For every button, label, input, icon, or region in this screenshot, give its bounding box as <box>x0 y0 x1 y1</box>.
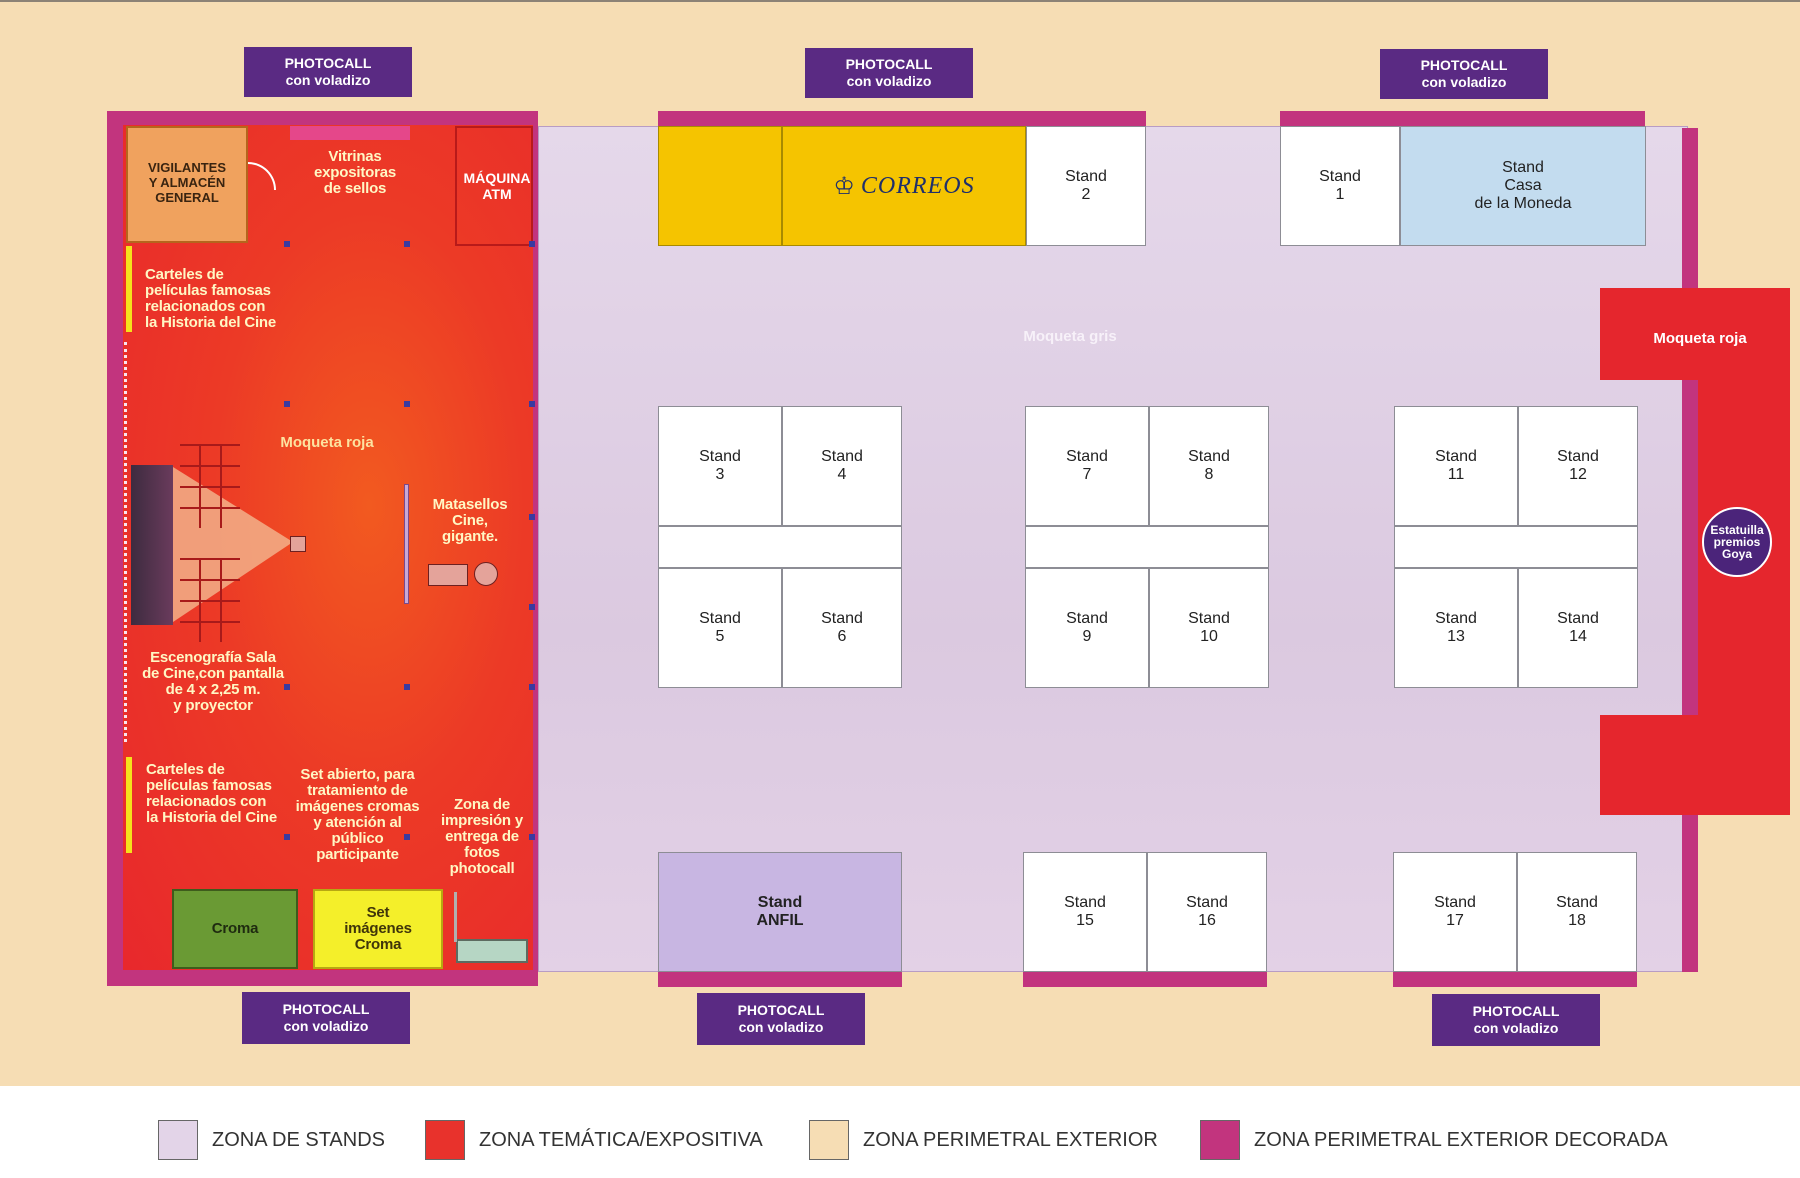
right-red-carpet <box>1600 715 1790 815</box>
carteles-bottom-label: Carteles de películas famosas relacionados con la Historia del Cine <box>146 761 278 826</box>
stand-casa-moneda: Stand Casa de la Moneda <box>1400 126 1646 246</box>
decorated-strip <box>658 111 1146 126</box>
matasellos-label: Matasellos Cine, gigante. <box>432 496 508 545</box>
stand-12: Stand 12 <box>1518 406 1638 526</box>
vigilantes-label: VIGILANTES Y ALMACÉN GENERAL <box>147 160 226 205</box>
photocall-title: PHOTOCALL <box>845 56 933 72</box>
pillar <box>529 241 535 247</box>
atm-label: MÁQUINA ATM <box>463 170 531 202</box>
legend-item-tematica <box>425 1120 763 1160</box>
printing-desk <box>456 939 528 963</box>
photocall-subtitle: con voladizo <box>738 1019 824 1035</box>
photocall-top-left <box>244 47 412 97</box>
escenografia-label: Escenografía Sala de Cine,con pantalla de 4 x 2,25 m. y proyector <box>142 649 284 714</box>
stand-18: Stand 18 <box>1517 852 1637 972</box>
legend-swatch <box>809 1120 849 1160</box>
moqueta-gris-label: Moqueta gris <box>1023 328 1117 345</box>
right-moqueta-roja-label: Moqueta roja <box>1653 330 1747 347</box>
goya-statue-label: Estatuilla premios Goya <box>1710 523 1764 561</box>
legend-item-decorada <box>1200 1120 1668 1160</box>
stand-11: Stand 11 <box>1394 406 1518 526</box>
pillar <box>529 684 535 690</box>
photocall-title: PHOTOCALL <box>737 1002 825 1018</box>
cinema-seats <box>180 444 240 528</box>
correos-stand <box>782 126 1026 246</box>
correos-logo-icon: ♔ <box>833 173 855 200</box>
yellow-wall <box>126 246 132 332</box>
stand-15: Stand 15 <box>1023 852 1147 972</box>
photocall-bottom-left <box>242 992 410 1044</box>
stand-block-divider <box>1025 526 1269 568</box>
curtain-wall <box>124 342 130 742</box>
decorated-strip <box>1023 972 1267 987</box>
stand-17: Stand 17 <box>1393 852 1517 972</box>
croma-booth <box>172 889 298 969</box>
legend-label: ZONA DE STANDS <box>212 1128 385 1151</box>
photocall-top-right <box>1380 49 1548 99</box>
pillar <box>529 514 535 520</box>
set-abierto-label: Set abierto, para tratamiento de imágenes cromas y atención al público participante <box>295 766 420 863</box>
vitrina-strip <box>290 126 410 140</box>
stand-4: Stand 4 <box>782 406 902 526</box>
legend-label: ZONA TEMÁTICA/EXPOSITIVA <box>479 1128 763 1151</box>
legend-label: ZONA PERIMETRAL EXTERIOR DECORADA <box>1254 1128 1668 1151</box>
legend-label: ZONA PERIMETRAL EXTERIOR <box>863 1128 1158 1151</box>
decorated-strip <box>1393 972 1637 987</box>
photocall-bottom-right <box>1432 994 1600 1046</box>
carteles-top-label: Carteles de películas famosas relacionados con la Historia del Cine <box>145 266 277 331</box>
vitrinas-label: Vitrinas expositoras de sellos <box>314 148 396 197</box>
projector-icon <box>290 536 306 552</box>
stand-6: Stand 6 <box>782 568 902 688</box>
pillar <box>284 834 290 840</box>
legend-swatch <box>158 1120 198 1160</box>
stamp-circle <box>474 562 498 586</box>
photocall-subtitle: con voladizo <box>1421 74 1507 90</box>
photocall-subtitle: con voladizo <box>846 73 932 89</box>
decorated-strip <box>1280 111 1645 126</box>
stand-10: Stand 10 <box>1149 568 1269 688</box>
pillar <box>284 684 290 690</box>
photocall-top-center <box>805 48 973 98</box>
photocall-title: PHOTOCALL <box>1420 57 1508 73</box>
stand-2: Stand 2 <box>1026 126 1146 246</box>
set-imagenes-booth <box>313 889 443 969</box>
legend-item-stands <box>158 1120 385 1160</box>
zona-impresion-label: Zona de impresión y entrega de fotos photocall <box>441 796 523 877</box>
stand-block-divider <box>658 526 902 568</box>
set-imagenes-label: Set imágenes Croma <box>344 904 412 953</box>
moqueta-roja-label: Moqueta roja <box>280 434 374 451</box>
partition-wall <box>404 484 409 604</box>
legend-swatch <box>425 1120 465 1160</box>
cinema-screen <box>131 465 173 625</box>
stand-16: Stand 16 <box>1147 852 1267 972</box>
photocall-bottom-center <box>697 993 865 1045</box>
correos-logo-text: CORREOS <box>860 172 975 199</box>
photocall-subtitle: con voladizo <box>285 72 371 88</box>
stand-9: Stand 9 <box>1025 568 1149 688</box>
pillar <box>404 684 410 690</box>
pillar <box>529 834 535 840</box>
stand-14: Stand 14 <box>1518 568 1638 688</box>
pillar <box>404 401 410 407</box>
pillar <box>529 401 535 407</box>
photocall-title: PHOTOCALL <box>282 1001 370 1017</box>
decorated-strip <box>658 972 902 987</box>
photocall-subtitle: con voladizo <box>283 1018 369 1034</box>
photocall-title: PHOTOCALL <box>1472 1003 1560 1019</box>
photocall-title: PHOTOCALL <box>284 55 372 71</box>
stand-3: Stand 3 <box>658 406 782 526</box>
decorated-strip <box>1682 128 1698 972</box>
legend-swatch <box>1200 1120 1240 1160</box>
pillar <box>284 241 290 247</box>
stand-8: Stand 8 <box>1149 406 1269 526</box>
stand-1: Stand 1 <box>1280 126 1400 246</box>
stand-block-divider <box>1394 526 1638 568</box>
yellow-wall <box>126 757 132 853</box>
photocall-subtitle: con voladizo <box>1473 1020 1559 1036</box>
legend-item-perimetral <box>809 1120 1158 1160</box>
printing-wall <box>454 892 457 942</box>
stand-5: Stand 5 <box>658 568 782 688</box>
pillar <box>404 241 410 247</box>
pillar <box>284 401 290 407</box>
stand-anfil: Stand ANFIL <box>658 852 902 972</box>
correos-stand-left <box>658 126 782 246</box>
stand-13: Stand 13 <box>1394 568 1518 688</box>
stamp-machine <box>428 564 468 586</box>
pillar <box>529 604 535 610</box>
pillar <box>404 834 410 840</box>
stand-7: Stand 7 <box>1025 406 1149 526</box>
croma-label: Croma <box>211 920 259 937</box>
goya-statue <box>1702 507 1772 577</box>
cinema-seats <box>180 558 240 642</box>
